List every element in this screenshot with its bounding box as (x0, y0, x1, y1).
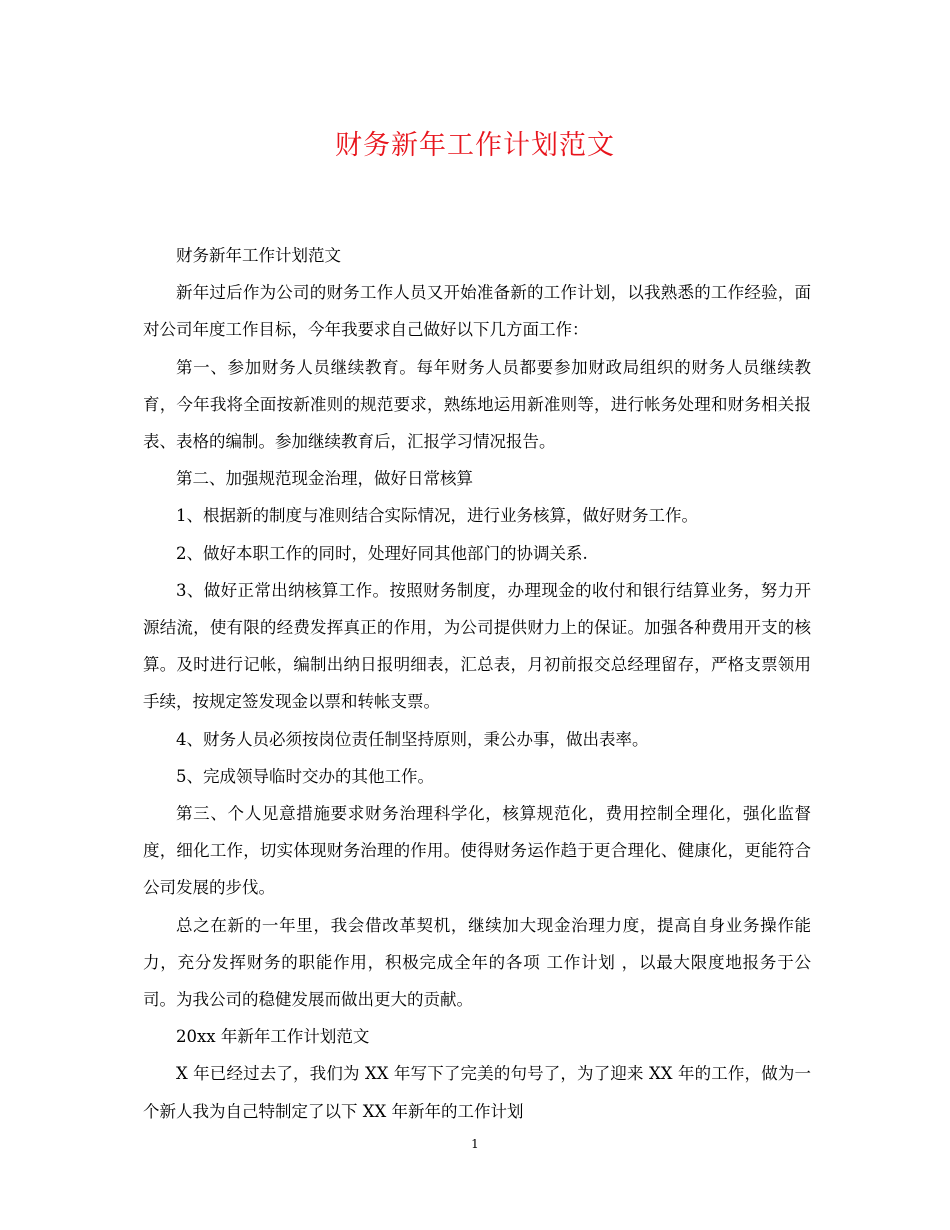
paragraph-item-one: 第一、参加财务人员继续教育。每年财务人员都要参加财政局组织的财务人员继续教育，今年我将全面按新准则的规范要求，熟练地运用新准则等，进行帐务处理和财务相关报表、表格的编制。参加继续教育后，汇报学习情况报告。 (143, 357, 811, 452)
document-body (143, 237, 811, 1130)
paragraph-subitem-1: 1、根据新的制度与准则结合实际情况，进行业务核算，做好财务工作。 (176, 506, 698, 526)
paragraph-intro: 新年过后作为公司的财务工作人员又开始准备新的工作计划，以我熟悉的工作经验，面对公司年度工作目标，今年我要求自己做好以下几方面工作： (143, 283, 811, 340)
paragraph-subitem-2: 2、做好本职工作的同时，处理好同其他部门的协调关系. (176, 543, 588, 563)
paragraph-subitem-4: 4、财务人员必须按岗位责任制坚持原则，秉公办事，做出表率。 (176, 729, 649, 749)
paragraph-second-intro: X 年已经过去了，我们为 XX 年写下了完美的句号了，为了迎来 XX 年的工作，做为一个新人我为自己特制定了以下 XX 年新年的工作计划 (143, 1064, 811, 1121)
page-number: 1 (471, 1137, 479, 1151)
paragraph-subtitle: 财务新年工作计划范文 (176, 246, 341, 265)
paragraph-subitem-3: 3、做好正常出纳核算工作。按照财务制度，办理现金的收付和银行结算业务，努力开源结流，使有限的经费发挥真正的作用，为公司提供财力上的保证。加强各种费用开支的核算。及时进行记帐，编制出纳日报明细表，汇总表，月初前报交总经理留存，严格支票领用手续，按规定签发现金以票和转帐支票。 (143, 580, 811, 712)
paragraph-item-two-heading: 第二、加强规范现金治理，做好日常核算 (176, 469, 473, 489)
paragraph-conclusion: 总之在新的一年里，我会借改革契机，继续加大现金治理力度，提高自身业务操作能力，充分发挥财务的职能作用，积极完成全年的各项 工作计划 ，以最大限度地报务于公司。为我公司的稳健发展而做出更大的贡献。 (143, 915, 811, 1010)
document-title: 财务新年工作计划范文 (335, 130, 615, 161)
paragraph-item-three: 第三、个人见意措施要求财务治理科学化，核算规范化，费用控制全理化，强化监督度，细化工作，切实体现财务治理的作用。使得财务运作趋于更合理化、健康化，更能符合公司发展的步伐。 (143, 804, 811, 898)
paragraph-second-title: 20xx 年新年工作计划范文 (176, 1027, 370, 1047)
paragraph-subitem-5: 5、完成领导临时交办的其他工作。 (176, 766, 434, 786)
